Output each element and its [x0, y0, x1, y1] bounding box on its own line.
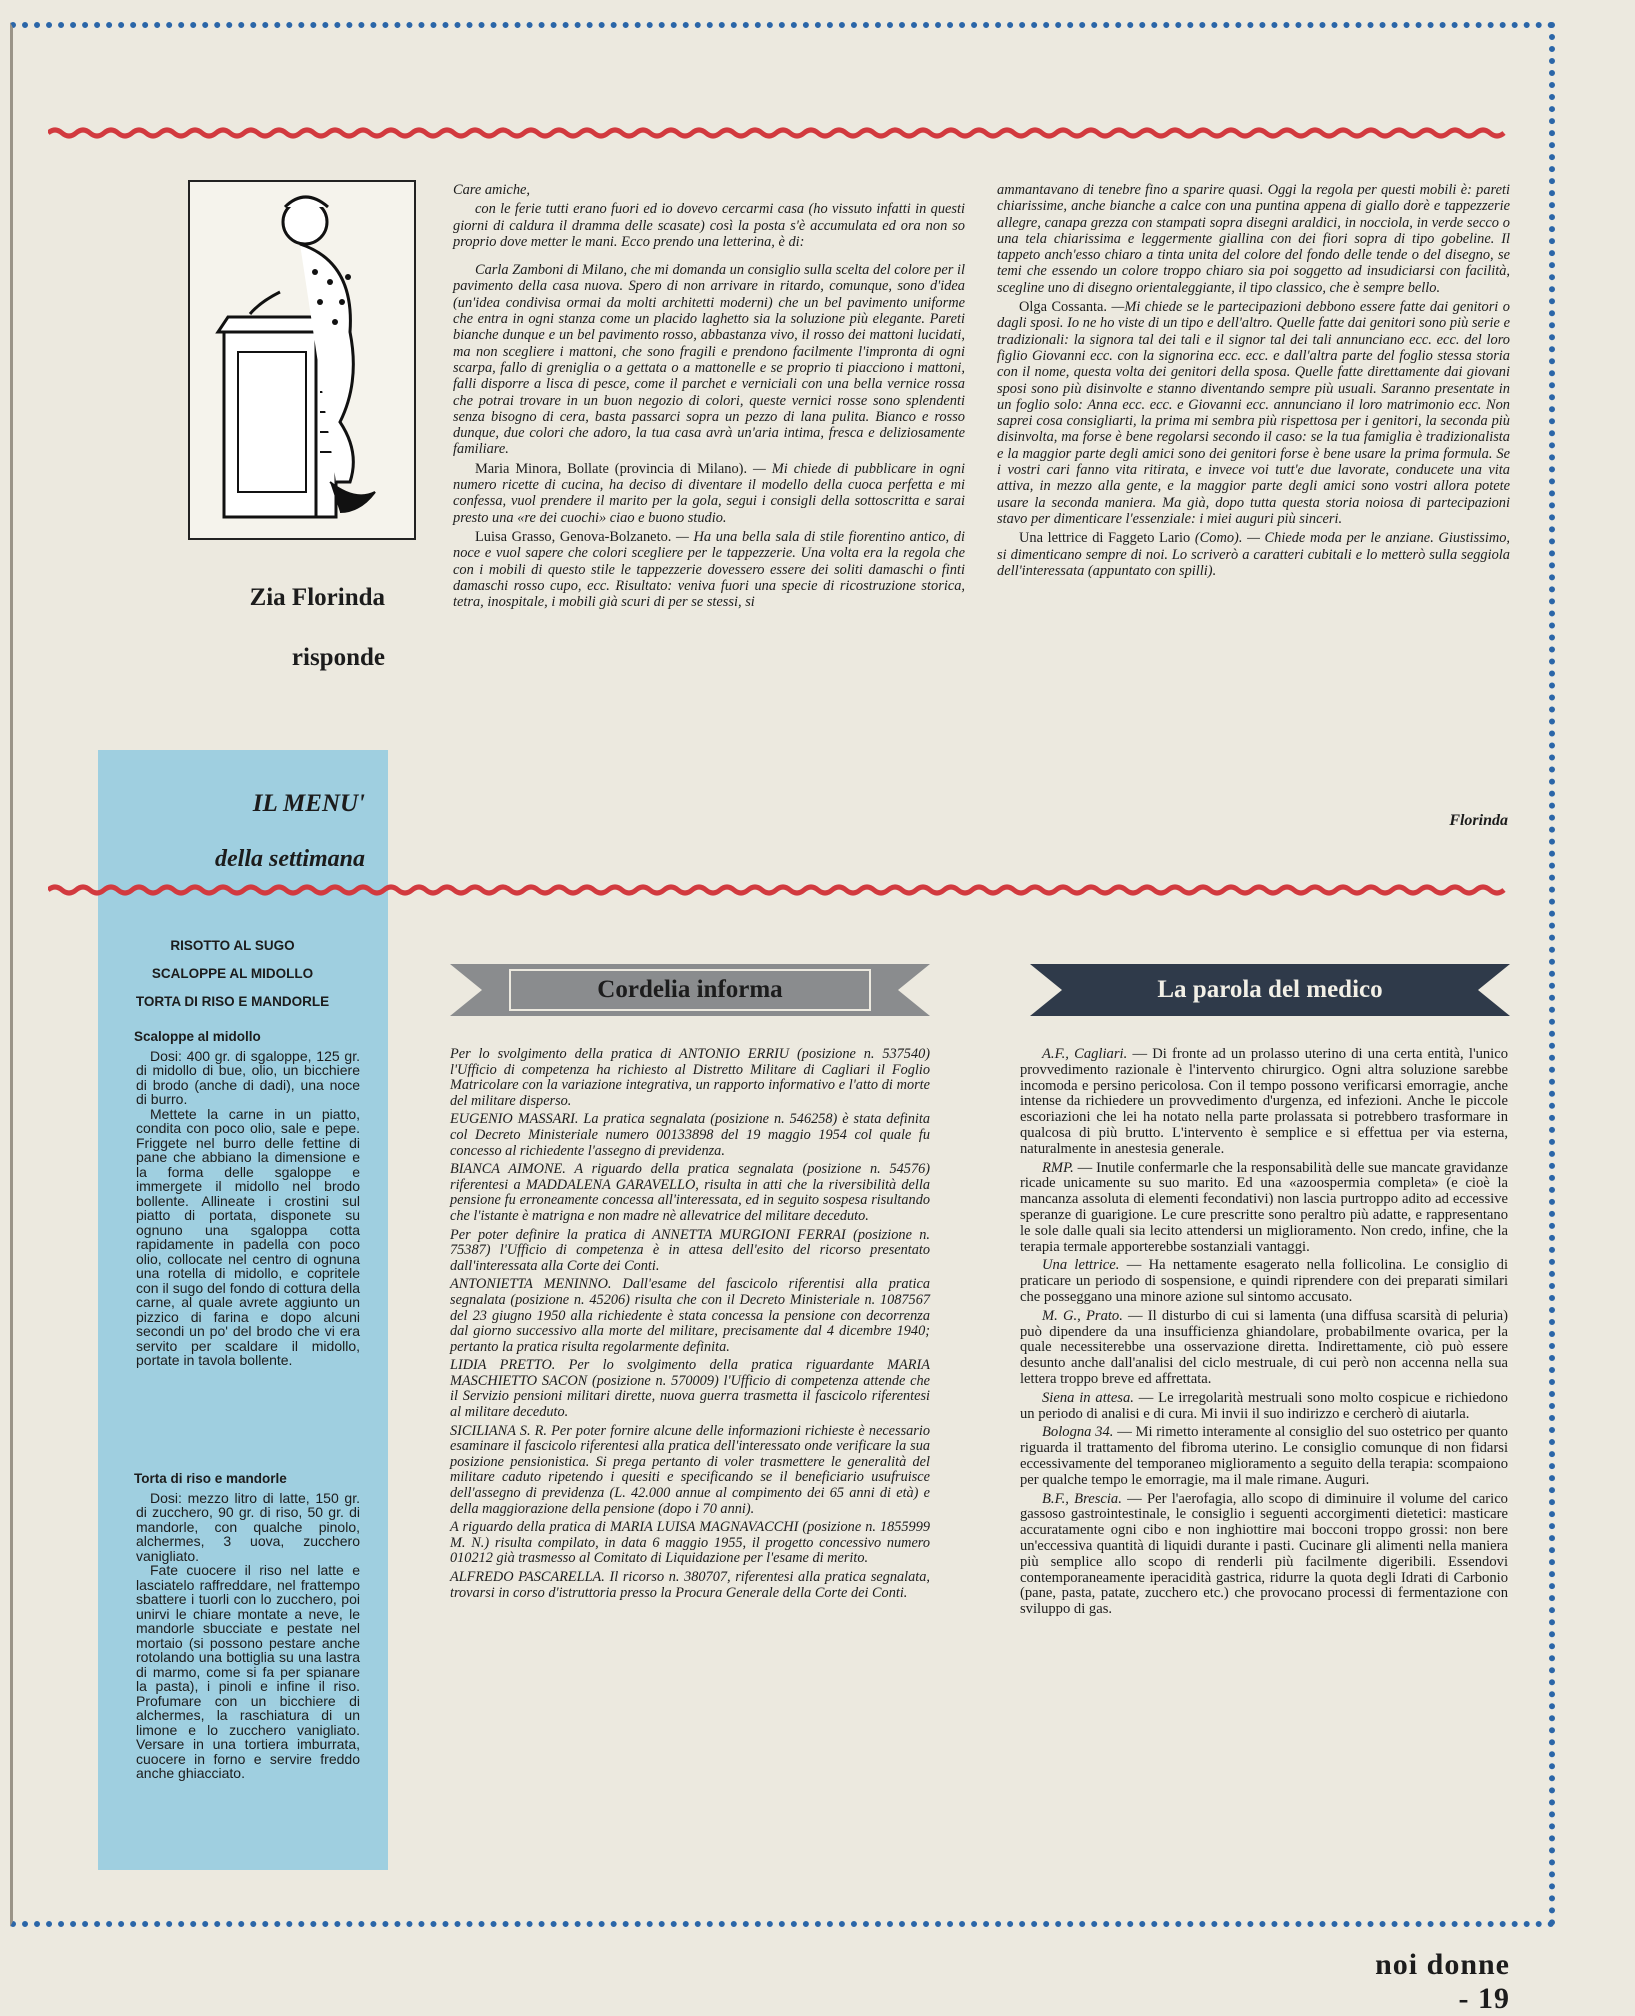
recipe-method: Fate cuocere il riso nel latte e lasciatelo raffreddare, nel frattempo sbattere i tuorli con lo zucchero, poi unirvi le chiare montate a neve, le mandorle sbucciate e pestate nel mortaio (si possono pestare anche rotolando una bottiglia su una lastra di marmo, come si fa per spianare la pasta), i pinoli e infine il riso. Profumare con un bicchiere di alchermes, la raschiatura di un limone e lo zucchero vanigliato. Versare in una tortiera imburrata, cuocere in forno e servire freddo anche ghiacciato.	[136, 1562, 360, 1781]
letter-sender: Maria Minora, Bollate (provincia di Milano).	[475, 460, 748, 477]
recipe-method: Mettete la carne in un piatto, condita con poco olio, sale e pepe. Friggete nel burro delle fettine di pane che abbiano la dimensione e la forma delle sgaloppe e immergete il midollo nel brodo bollente. Allineate i crostini sul piatto di portata, disponete su ognuno una sgaloppa cotta rapidamente in padella con poco olio, collocate nel centro di ognuna una rotella di midollo, e copritele con il sugo del fondo di cottura della carne, al quale avrete aggiunto un pizzico di farina e dopo alcuni secondi un po' del brodo che vi era servito per scaldare il midollo, portate in tavola bollente.	[136, 1105, 360, 1368]
cordelia-column	[450, 1047, 930, 1604]
medico-sender: M. G., Prato.	[1042, 1307, 1123, 1324]
cordelia-item: A riguardo della pratica di MARIA LUISA MAGNAVACCHI (posizione n. 1855999 M. N.) risulta compilato, in data 6 maggio 1955, il progetto concessivo numero 010212 già trasmesso al Comitato di Liquidazione per l'esame di merito.	[450, 1519, 930, 1567]
letter-place: (Como).	[1194, 530, 1243, 547]
banner-title: La parola del medico	[1157, 976, 1383, 1003]
medico-answer: — Inutile confermarle che la responsabilità delle sue mancate gravidanze ricade unicamente su suo marito. Ed una «azoospermia completa» (e cioè la mancanza assoluta di elementi fecondativi) non lascia purtroppo adito ad eccessive speranze di guarigione. Le cure prescritte sono peraltro più adatte, e rappresentano le sole dalle quali sia lecito attendersi un miglioramento. Non credo, infine, che la terapia termale apporterebbe sostanziali vantaggi.	[1020, 1159, 1509, 1255]
letters-column-2	[997, 182, 1510, 582]
medico-item	[1020, 1161, 1508, 1256]
medico-sender: Bologna 34.	[1042, 1424, 1114, 1441]
menu-title: IL MENU'	[252, 790, 365, 817]
letter-body: — Chiede moda per le anziane. Giustissimo, si dimenticano sempre di noi. Lo scriverò a caratteri cubitali e lo metterò sulla seggiola dell'interessata (appuntato con spilli).	[997, 530, 1511, 579]
medico-item	[1020, 1425, 1508, 1488]
medico-item	[1020, 1391, 1508, 1423]
medico-sender: Una lettrice.	[1042, 1257, 1120, 1274]
medico-answer: — Mi rimetto interamente al consiglio del suo ostetrico per quanto riguarda il trattamento del fibroma uterino. Le consiglio comunque di non fidarsi eccessivamente del temporaneo miglioramento a seguito della terapia: scompaiono per qualche tempo le emorragie, ma il male rimane. Auguri.	[1020, 1424, 1508, 1488]
parola-del-medico-banner	[1030, 964, 1510, 1016]
letter-sender: Una lettrice di Faggeto Lario	[1019, 530, 1191, 547]
recipe-torta	[136, 1472, 360, 1781]
woman-at-desk-illustration	[188, 180, 416, 540]
letters-p3	[453, 461, 965, 526]
column-title-line2: risponde	[291, 644, 385, 671]
letter-sender: Olga Cossanta.	[1019, 299, 1108, 316]
medico-answer: — Le irregolarità mestruali sono molto cospicue e richiedono un periodo di analisi e di cura. Mi invii il suo indirizzo e cercherò di aiutarla.	[1020, 1389, 1508, 1422]
recipe-title: Scaloppe al midollo	[134, 1029, 261, 1044]
banner-title: Cordelia informa	[597, 976, 783, 1003]
cordelia-item: LIDIA PRETTO. Per lo svolgimento della pratica riguardante MARIA MASCHIETTO SACON (posizione n. 570009) l'Ufficio di competenza attende che il Servizio pensioni militari dirette, nuova guerra trasmetta il fascicolo riferentesi al militare deceduto.	[450, 1357, 930, 1421]
medico-item	[1020, 1047, 1508, 1158]
signature-florinda: Florinda	[1449, 812, 1508, 829]
letter-sender: Luisa Grasso, Genova-Bolzaneto.	[475, 528, 672, 545]
medico-answer: — Per l'aerofagia, allo scopo di diminuire il volume del carico gassoso gastrointestinale, le consiglio i seguenti accorgimenti dietetici: masticare accuratamente ogni cibo e non inghiottire mai bocconi troppo grossi: non bere un'eccessiva quantità di liquidi durante i pasti. Cucinare gli alimenti nella maniera più semplice allo scopo di renderli più facilmente digeribili. Essendovi contemporaneamente iperacidità gastrica, ridurre la quota degli Idrati di Carbonio (pane, pasta, patate, zucchero etc.) che provocano processi di fermentazione con sviluppo di gas.	[1020, 1490, 1508, 1618]
medico-sender: Siena in attesa.	[1042, 1389, 1134, 1406]
menu-dish: RISOTTO AL SUGO	[170, 938, 295, 953]
medico-sender: A.F., Cagliari.	[1042, 1046, 1128, 1062]
menu-dish-list	[120, 932, 345, 1016]
cordelia-item: ANTONIETTA MENINNO. Dall'esame del fascicolo riferentisi alla pratica segnalata (posizione n. 45206) risulta che con il Decreto Ministeriale n. 1087567 del 23 giugno 1950 alla richiedente è stata concessa la pensione con decorrenza dal giorno successivo alla morte del militare, precisamente dal 4 dicembre 1940; pertanto la pratica risulta regolarmente definita.	[450, 1276, 930, 1355]
cordelia-item: EUGENIO MASSARI. La pratica segnalata (posizione n. 546258) è stata definita col Decreto Ministeriale numero 00133898 del 19 maggio 1954 col quale fu concesso al richiedente l'assegno di previdenza.	[450, 1111, 930, 1159]
medico-item	[1020, 1258, 1508, 1305]
medico-answer: — Ha nettamente esagerato nella follicolina. Le consiglio di praticare un periodo di sospensione, e quindi riprendere con dei preparati similari che posseggano una minore azione sul sintomo accusato.	[1020, 1257, 1508, 1305]
cordelia-item: ALFREDO PASCARELLA. Il ricorso n. 380707, riferentesi alla pratica segnalata, trovarsi in corso d'istruttoria presso la Procura Generale della Corte dei Conti.	[450, 1569, 930, 1601]
cordelia-item: Per lo svolgimento della pratica di ANTONIO ERRIU (posizione n. 537540) l'Ufficio di competenza ha richiesto al Distretto Militare di Cagliari il Foglio Matricolare con la variazione integrativa, un rapporto informativo e l'atto di morte del militare disperso.	[450, 1046, 930, 1109]
cordelia-item: BIANCA AIMONE. A riguardo della pratica segnalata (posizione n. 54576) riferentesi a MADDALENA GARAVELLO, risulta in atti che la riversibilità della pensione fu erroneamente concessa all'interessata, ed in seguito sospesa risultando che l'istante è matrigna e non madre nè allevatrice del militare deceduto.	[450, 1161, 930, 1224]
letter-body: — Ha una bella sala di stile fiorentino antico, di noce e vuol sapere che colori scegliere per le tappezzerie. Una volta era la regola che con i mobili di questo stile le tappezzerie dovessero essere dei soliti damaschi o finti damaschi rosso cupo, ecc. Risultato: veniva fuori una specie di ricostruzione storica, tetra, inospitale, i mobili già scuri di per se stessi, si	[453, 528, 965, 611]
letters-p6	[997, 299, 1510, 527]
page-footer: noi donne - 19	[1375, 1948, 1510, 2015]
cordelia-item: SICILIANA S. R. Per poter fornire alcune delle informazioni richieste è necessario esaminare il fascicolo riferentesi alla pratica dell'interessato onde verificare la sua posizione pensionistica. Si prega pertanto di voler trasmettere le generalità del militare caduto ripetendo i quesiti e specificando se il beneficiario usufruisce dell'assegno di previdenza (L. 42.000 annue al compimento dei 65 anni di età) e della maggiorazione della pensione (dopo i 70 anni).	[450, 1422, 930, 1517]
medico-answer: — Di fronte ad un prolasso uterino di una certa entità, l'unico provvedimento razionale è l'intervento chirurgico. Ogni altra soluzione sarebbe incomoda e persino pericolosa. Con il tempo possono verificarsi emorragie, anche intense da richiedere un provvedimento d'urgenza, ed infezioni. Anche le piccole escoriazioni che lei ha notato nella parte prolassata si potrebbero trasformare in qualcosa di più brutto. L'intervento è semplice e si effettua per via esterna, naturalmente in anestesia generale.	[1020, 1046, 1508, 1157]
menu-dish: SCALOPPE AL MIDOLLO	[151, 966, 314, 981]
column-title-line1: Zia Florinda	[249, 584, 385, 611]
medico-sender: B.F., Brescia.	[1042, 1490, 1122, 1507]
red-wave-divider-top	[48, 126, 1513, 140]
letter-body: — Mi chiede di pubblicare in ogni numero ricette di cucina, ha deciso di diventare il modello della cuoca perfetta e mi confessa, vuol prendere il marito per la gola, segui i consigli della sottoscritta e sarai presto una «re dei cuochi» ciao e buono studio.	[453, 460, 965, 526]
red-wave-divider-middle	[48, 883, 1513, 897]
recipe-doses: Dosi: mezzo litro di latte, 150 gr. di zucchero, 90 gr. di riso, 50 gr. di mandorle, con qualche pinolo, alchermes, 3 uova, zucchero vanigliato.	[136, 1489, 360, 1564]
medico-item	[1020, 1309, 1508, 1388]
letters-p4	[453, 529, 965, 610]
letters-intro: Care amiche,	[453, 182, 530, 198]
cordelia-informa-banner	[450, 964, 930, 1016]
recipe-scaloppe	[136, 1030, 360, 1368]
medico-column	[1020, 1047, 1508, 1621]
recipe-title: Torta di riso e mandorle	[134, 1471, 287, 1486]
letters-p2: Carla Zamboni di Milano, che mi domanda un consiglio sulla scelta del colore per il pavimento della casa nuova. Spero di non arrivare in ritardo, comunque, sono d'idea (un'idea condivisa ormai da molti architetti moderni) che un bel pavimento uniforme che entra in ogni stanza come un placido laghetto sia la soluzione più elegante. Pareti bianche dunque e un bel pavimento rosso, abbastanza vivo, il rosso dei mattoni lucidati, ma non scegliere i mattoni, che sono fragili e prendono facilmente l'impronta di ogni scarpa, fallo di greniglia o a gettata o a mattonelle e se proprio ti piacciono i mattoni, falli disporre a lisca di pesce, come il parchet e verniciali con una bella vernice rossa che potrai trovare in un buon negozio di colori, queste vernici rosse sono splendenti senza bisogno di cera, basta passarci sopra un pezzo di lana pulita. Bianco e rosso dunque, due colori che adoro, la tua casa avrà un'aria intima, fresca e deliziosamente familiare.	[453, 262, 965, 458]
letters-p5: ammantavano di tenebre fino a sparire quasi. Oggi la regola per questi mobili è: pareti chiarissime, anche bianche a calce con una puntina appena di giallo dorè e tappezzerie allegre, canapa grezza con stampati sopra disegni araldici, in nocciola, in verde secco o una tela chiarissima e leggermente giallina con dei fiori sopra di tipo gobeline. Il tappeto anch'esso chiaro a tinta unita del colore del fondo delle tende o del disegno, se temi che essendo un colore troppo chiaro sia poi soggetto ad insudiciarsi con facilità, scegline uno di disegno orientaleggiante, il tipo classico, che è sempre bello.	[997, 182, 1510, 296]
letters-p1: con le ferie tutti erano fuori ed io dovevo cercarmi casa (ho vissuto infatti in questi giorni di caldura il dramma delle scasate) così la posta s'è accumulata ed ora non so proprio dove metter le mani. Ecco prendo una letterina, è di:	[453, 201, 965, 250]
menu-dish: TORTA DI RISO E MANDORLE	[135, 994, 330, 1009]
menu-subtitle: della settimana	[215, 846, 365, 872]
medico-sender: RMP.	[1042, 1159, 1074, 1176]
letters-p7	[997, 530, 1510, 579]
zia-florinda-title	[160, 568, 385, 688]
letter-body: —Mi chiede se le partecipazioni debbono essere fatte dai genitori o dagli sposi. Io ne ho viste di un tipo e dell'altro. Quelle fatte dai genitori sono più serie e tradizionali: la signora tal dei tali e il signor tal dei tali annunciano ecc. ecc. del loro figlio Giovanni ecc. con la signorina ecc. ecc. e dall'altra parte del foglio stessa storia con il nome, questa volta dei genitori della sposa. Quelle fatte direttamente dai giovani sposi sono più disinvolte e stanno diventando sempre più usuali. Saranno presentate in un foglio solo: Anna ecc. ecc. e Giovanni ecc. annunciano il loro matrimonio ecc. Non saprei cosa consigliarti, la prima mi sembra più rispettosa per i genitori, la seconda più disinvolta, ma forse è bene regolarsi secondo il caso: se la tua famiglia è tradizionalista e la maggior parte degli amici sono dei genitori forse è bene usare la prima formula. Se i vostri cari fanno vita ritirata, e invece voi tutt'e due lavorate, conducete una vita attiva, in mezzo alla gente, e la maggior parte degli amici sono vostri allora potete usare la seconda maniera. Ma già, dopo tutta questa storia noiosa di partecipazioni stavo per dimenticare l'essenziale: i miei auguri più sinceri.	[997, 299, 1510, 527]
letters-column-1	[453, 182, 965, 613]
medico-answer: — Il disturbo di cui si lamenta (una diffusa scarsità di peluria) può dipendere da una insufficienza ghiandolare, probabilmente ovarica, per la quale necessiterebbe una osservazione diretta. Indirettamente, ciò può essere desunto anche dall'analisi del ciclo mestruale, di cui però non accenna nella sua lettera troppo breve ed affrettata.	[1020, 1307, 1508, 1387]
medico-item	[1020, 1492, 1508, 1618]
recipe-doses: Dosi: 400 gr. di sgaloppe, 125 gr. di midollo di bue, olio, un bicchiere di brodo (anche di dadi), una noce di burro.	[136, 1047, 360, 1107]
cordelia-item: Per poter definire la pratica di ANNETTA MURGIONI FERRAI (posizione n. 75387) l'Ufficio di competenza è in attesa dell'esito del ricorso presentato dall'interessata alla Corte dei Conti.	[450, 1226, 930, 1274]
